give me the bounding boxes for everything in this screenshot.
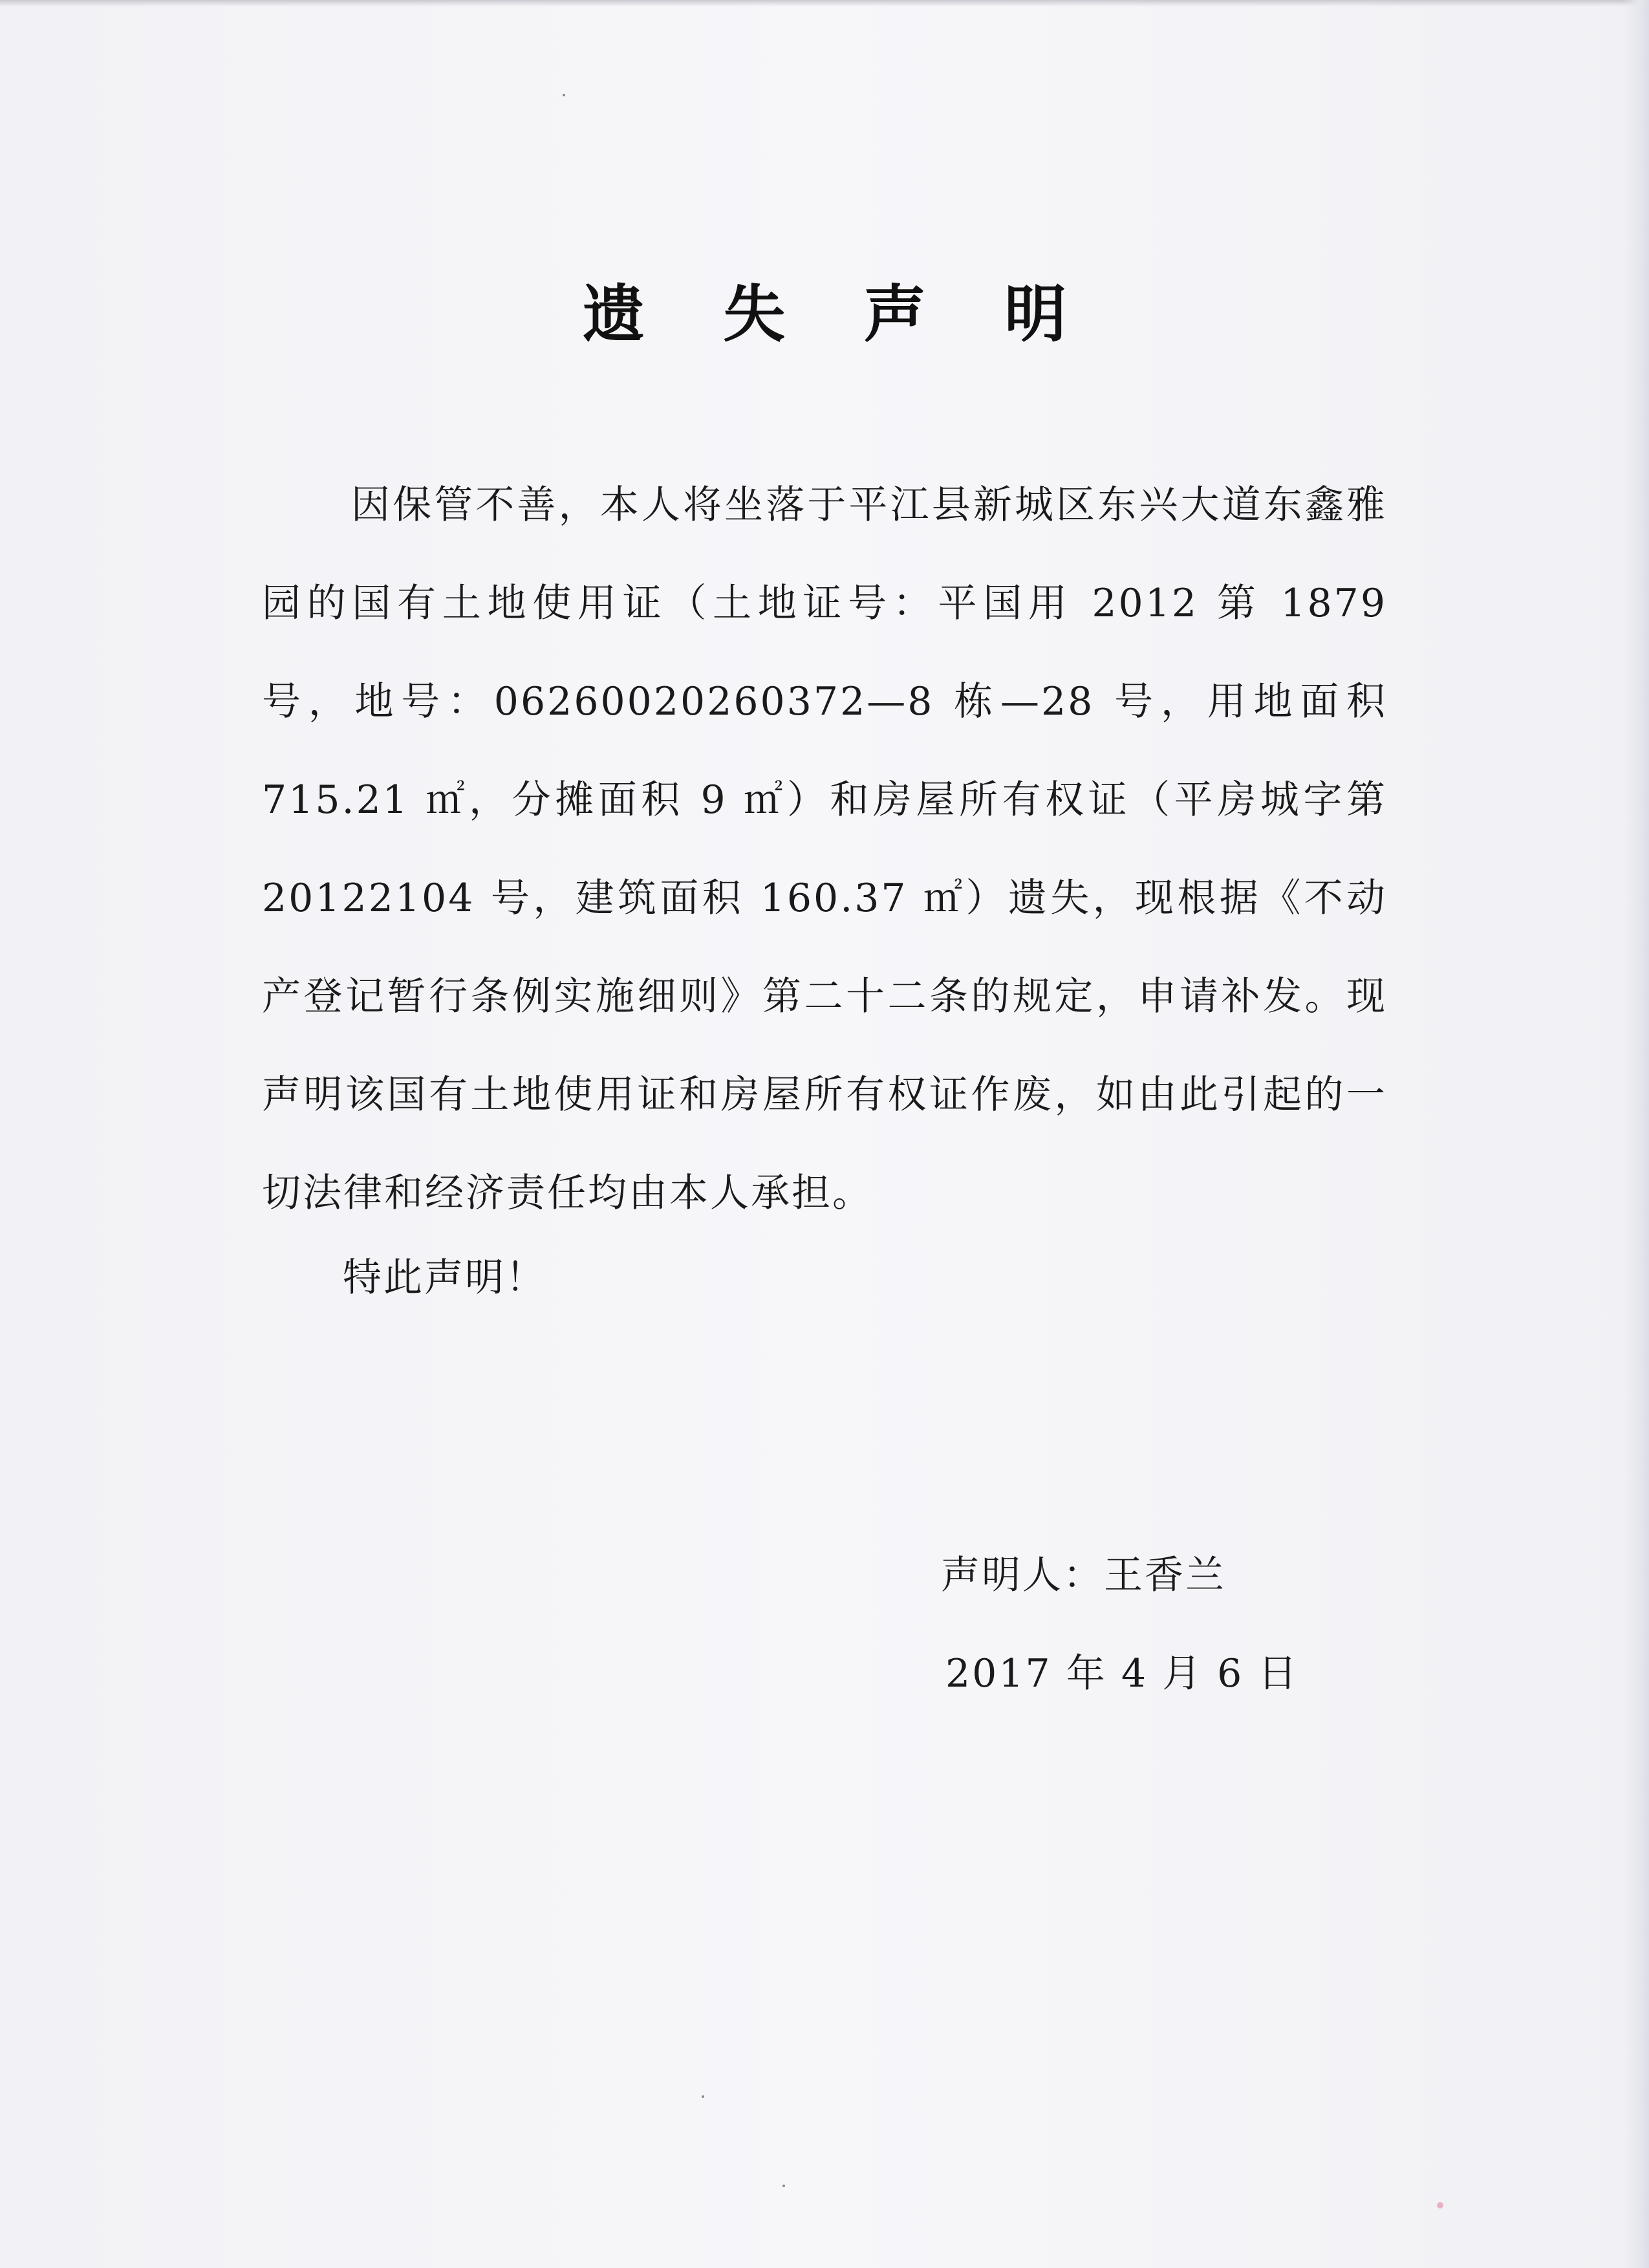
scan-speck bbox=[702, 2095, 704, 2098]
scan-speck bbox=[782, 2185, 785, 2187]
document-title: 遗 失 声 明 bbox=[582, 278, 1095, 351]
document-body: 因保管不善，本人将坐落于平江县新城区东兴大道东鑫雅园的国有土地使用证（土地证号：平国用 2012 第 1879 号，地号：06260020260372—8 栋—28 号，用地面积 715.21 ㎡，分摊面积 9 ㎡）和房屋所有权证（平房城字第 20122104 号，建筑面积 160.37 ㎡）遗失，现根据《不动产登记暂行条例实施细则》第二十二条的规定，申请补发。现声明该国有土地使用证和房屋所有权证作废，如由此引起的一切法律和经济责任均由本人承担。 bbox=[262, 482, 1387, 1216]
scan-speck bbox=[1437, 2202, 1443, 2209]
signer-line: 声明人：王香兰 bbox=[941, 1553, 1226, 1598]
closing-statement: 特此声明！ bbox=[343, 1255, 546, 1301]
scan-speck bbox=[563, 94, 565, 96]
signature-date: 2017 年 4 月 6 日 bbox=[945, 1651, 1299, 1696]
scan-top-edge bbox=[0, 0, 1649, 6]
